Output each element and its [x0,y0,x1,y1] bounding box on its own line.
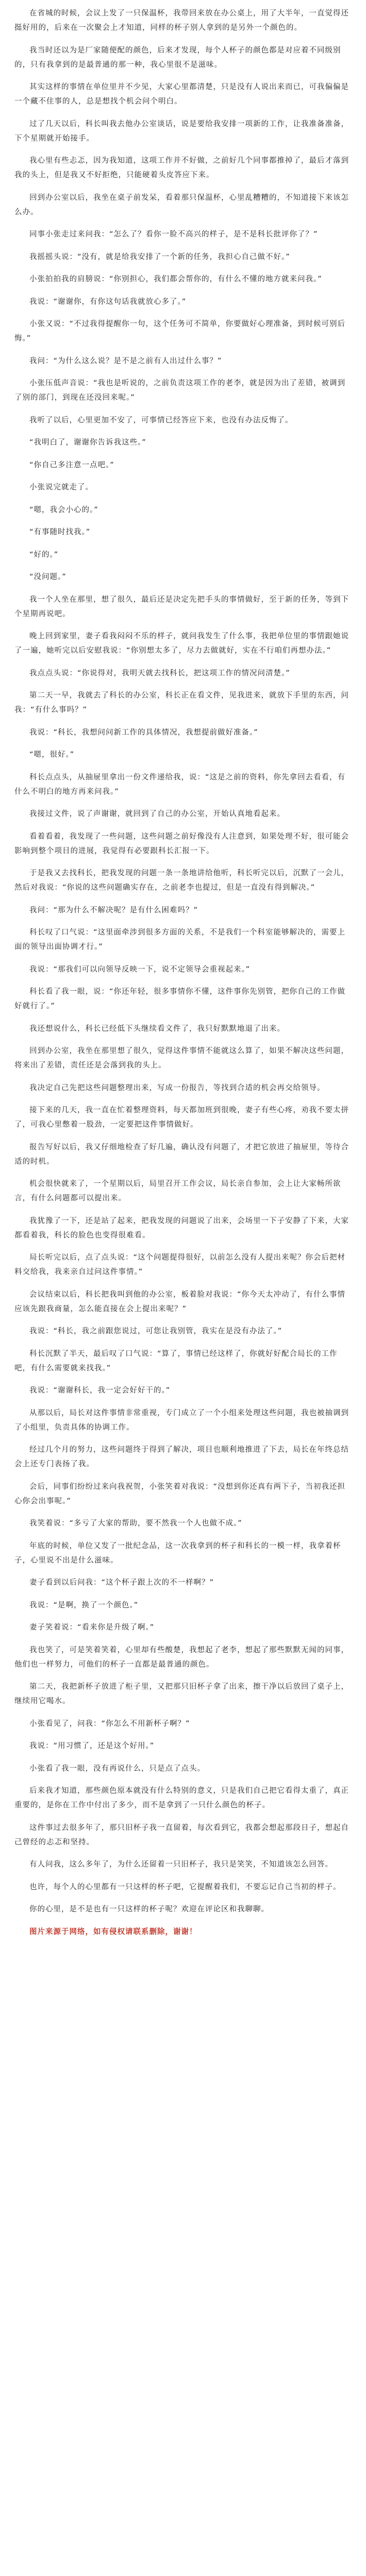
paragraph: 第二天，我把新杯子放进了柜子里，又把那只旧杯子拿了出来，擦干净以后放回了桌子上，继续用它喝水。 [14,1683,349,1705]
paragraph: 我犹豫了一下，还是站了起来，把我发现的问题说了出来，会场里一下子安静了下来，大家都看着我，科长的脸色也变得很难看。 [14,1216,349,1240]
paragraph: 我决定自己先把这些问题整理出来，写成一份报告，等找到合适的机会再交给领导。 [29,1083,325,1092]
paragraph: 科长点点头，从抽屉里拿出一份文件递给我，说：“这是之前的资料，你先拿回去看看，有什么不明白的地方再来问我。” [14,773,346,796]
paragraph: 第二天一早，我就去了科长的办公室，科长正在看文件，见我进来，就放下手里的东西，问我：“有什么事吗？” [14,691,349,714]
paragraph: “你自己多注意一点吧。” [29,461,114,469]
paragraph: 我说：“谢谢你，有你这句话我就放心多了。” [29,297,187,306]
paragraph: 经过几个月的努力，这些问题终于得到了解决，项目也顺利地推进了下去，局长在年终总结会上还专门表扬了我。 [14,1446,349,1468]
paragraph: 科长沉默了半天，最后叹了口气说：“算了，事情已经这样了，你就好好配合局长的工作吧，有什么需要就来找我。” [14,1349,338,1372]
paragraph: 晚上回到家里，妻子看我闷闷不乐的样子，就问我发生了什么事，我把单位里的事情跟她说了一遍，她听完以后安慰我说：“你别想太多了，尽力去做就好，实在不行咱们再想办法。” [14,632,349,655]
paragraph: 你的心里，是不是也有一只这样的杯子呢？欢迎在评论区和我聊聊。 [29,1905,269,1913]
paragraph: 我也笑了，可是笑着笑着，心里却有些酸楚，我想起了老李，想起了那些默默无闻的同事，他们也一样努力，可他们的杯子一直都是最普通的颜色。 [14,1646,349,1669]
paragraph: 年底的时候，单位又发了一批纪念品，这一次我拿到的杯子和科长的一模一样，我拿着杯子，心里说不出是什么滋味。 [14,1541,341,1565]
paragraph: “没问题。” [29,573,66,581]
paragraph: 同事小张走过来问我：“怎么了？看你一脸不高兴的样子，是不是科长批评你了？” [29,230,318,239]
paragraph: 我听了以后，心里更加不安了，可事情已经答应下来，也没有办法反悔了。 [29,416,293,425]
paragraph: 于是我又去找科长，把我发现的问题一条一条地讲给他听，科长听完以后，沉默了一会儿，然后对我说：“你说的这些问题确实存在，之前老李也提过，但是一直没有得到解决。” [14,869,349,892]
paragraph: 接下来的几天，我一直在忙着整理资料，每天都加班到很晚，妻子有些心疼，劝我不要太拼了，可我心里憋着一股劲，一定要把这件事情做好。 [14,1106,349,1129]
paragraph: 在省城的时候，会议上发了一只保温杯，我带回来放在办公桌上，用了大半年，一直觉得还挺好用的，后来在一次聚会上才知道，同样的杯子别人拿到的是另外一个颜色的。 [14,9,349,32]
paragraph: 我说：“用习惯了，还是这个好用。” [29,1742,155,1750]
paragraph: 会议结束以后，科长把我叫到他的办公室，板着脸对我说：“你今天太冲动了，有什么事情应该先跟我商量，怎么能直接在会上提出来呢？” [14,1290,346,1313]
paragraph: 小张又说：“不过我得提醒你一句，这个任务可不简单，你要做好心理准备，到时候可别后悔。” [14,320,346,343]
paragraph: 小张拍拍我的肩膀说：“你别担心，我们都会帮你的，有什么不懂的地方就来问我。” [29,275,322,283]
paragraph: “嗯，我会小心的。” [29,505,98,514]
paragraph: 小张看见了，问我：“你怎么不用新杯子啊？” [29,1719,190,1728]
paragraph: 我说：“科长，我之前跟您说过，可您让我别管，我实在是没有办法了。” [29,1327,282,1335]
paragraph: 我接过文件，说了声谢谢，就回到了自己的办公室，开始认真地看起来。 [29,810,285,818]
paragraph: 科长叹了口气说：“这里面牵涉到很多方面的关系，不是我们一个科室能够解决的，需要上面的领导出面协调才行。” [14,928,346,951]
paragraph: 小张看了我一眼，没有再说什么，只是点了点头。 [29,1764,205,1773]
paragraph: 我问：“那为什么不解决呢？是有什么困难吗？” [29,906,198,914]
paragraph: 小张压低声音说：“我也是听说的，之前负责这项工作的老李，就是因为出了差错，被调到了别的部门，到现在还没回来呢。” [14,379,346,402]
paragraph: 回到办公室，我坐在那里想了很久，觉得这件事情不能就这么算了，如果不解决这些问题，将来出了差错，责任还是会落到我的头上。 [14,1047,349,1070]
paragraph: 后来我才知道，那些颜色原本就没有什么特别的意义，只是我们自己把它看得太重了，真正重要的，是你在工作中付出了多少，而不是拿到了一只什么颜色的杯子。 [14,1787,349,1809]
paragraph: 会后，同事们纷纷过来向我祝贺，小张笑着对我说：“没想到你还真有两下子，当初我还担心你会出事呢。” [14,1482,346,1505]
paragraph: “好的。” [29,550,59,559]
paragraph: 我说：“那我们可以向领导反映一下，说不定领导会重视起来。” [29,965,251,974]
paragraph: 有人问我，这么多年了，为什么还留着一只旧杯子，我只是笑笑，不知道该怎么回答。 [29,1860,333,1869]
paragraph: 我一个人坐在那里，想了很久，最后还是决定先把手头的事情做好，至于新的任务，等到下个星期再说吧。 [14,595,349,618]
paragraph: “我明白了，谢谢你告诉我这些。” [29,438,146,447]
paragraph: 我心里有些忐忑，因为我知道，这项工作并不好做，之前好几个同事都推掉了，最后才落到我的头上，但是我又不好拒绝，只能硬着头皮答应下来。 [14,157,349,179]
paragraph: “有事随时找我。” [29,528,91,536]
paragraph: 看着看着，我发现了一些问题，这些问题之前好像没有人注意到，如果处理不好，很可能会影响到整个项目的进展，我觉得有必要跟科长汇报一下。 [14,832,349,855]
paragraph: 其实这样的事情在单位里并不少见，大家心里都清楚，只是没有人说出来而已，可我偏偏是一个藏不住事的人，总是想找个机会问个明白。 [14,83,349,106]
paragraph: 我说：“是啊，换了一个颜色。” [29,1601,139,1609]
paragraph: 从那以后，局长对这件事情非常重视，专门成立了一个小组来处理这些问题，我也被抽调到了小组里，负责具体的协调工作。 [14,1409,349,1432]
paragraph: 局长听完以后，点了点头说：“这个问题提得很好，以前怎么没有人提出来呢？你会后把材料交给我，我来亲自过问这件事情。” [14,1253,346,1276]
paragraph: 我说：“科长，我想问问新工作的具体情况，我想提前做好准备。” [29,728,258,737]
paragraph: 我还想说什么，科长已经低下头继续看文件了，我只好默默地退了出来。 [29,1024,285,1033]
paragraph: 妻子看到以后问我：“这个杯子跟上次的不一样啊？” [29,1579,214,1587]
paragraph: 小张说完就走了。 [29,483,93,492]
paragraph: 妻子笑着说：“看来你是升级了啊。” [29,1623,155,1632]
paragraph: 机会很快就来了，一个星期以后，局里召开工作会议，局长亲自参加，会上让大家畅所欲言，有什么问题都可以提出来。 [14,1180,341,1202]
paragraph: 我当时还以为是厂家随便配的颜色，后来才发现，每个人杯子的颜色都是对应着不同级别的，只有我拿到的是最普通的那一种，我心里很不是滋味。 [14,46,341,69]
paragraph: “嗯，很好。” [29,751,75,759]
article-body [14,6,352,1939]
paragraph: 也许，每个人的心里都有一只这样的杯子吧，它提醒着我们，不要忘记自己当初的样子。 [29,1883,341,1891]
paragraph: 报告写好以后，我又仔细地检查了好几遍，确认没有问题了，才把它放进了抽屉里，等待合适的时机。 [14,1143,349,1166]
paragraph: 回到办公室以后，我坐在桌子前发呆，看着那只保温杯，心里乱糟糟的，不知道接下来该怎么办。 [14,193,349,216]
paragraph: 我笑着说：“多亏了大家的帮助，要不然我一个人也做不成。” [29,1519,242,1528]
paragraph: 我说：“谢谢科长，我一定会好好干的。” [29,1386,171,1395]
paragraph: 我摇摇头说：“没有，就是给我安排了一个新的任务，我担心自己做不好。” [29,252,290,261]
paragraph: 图片来源于网络，如有侵权请联系删除，谢谢！ [29,1927,197,1936]
paragraph: 我点点头说：“你说得对，我明天就去找科长，把这项工作的情况问清楚。” [29,669,290,677]
paragraph: 过了几天以后，科长叫我去他办公室谈话，说是要给我安排一项新的工作，让我准备准备，下个星期就开始接手。 [14,120,349,143]
paragraph: 科长看了我一眼，说：“你还年轻，很多事情你不懂，这件事你先别管，把你自己的工作做好就行了。” [14,988,346,1010]
paragraph: 这件事过去很多年了，那只旧杯子我一直留着，每次看到它，我都会想起那段日子，想起自己曾经的忐忑和坚持。 [14,1823,349,1846]
paragraph: 我问：“为什么这么说？是不是之前有人出过什么事？” [29,357,222,365]
